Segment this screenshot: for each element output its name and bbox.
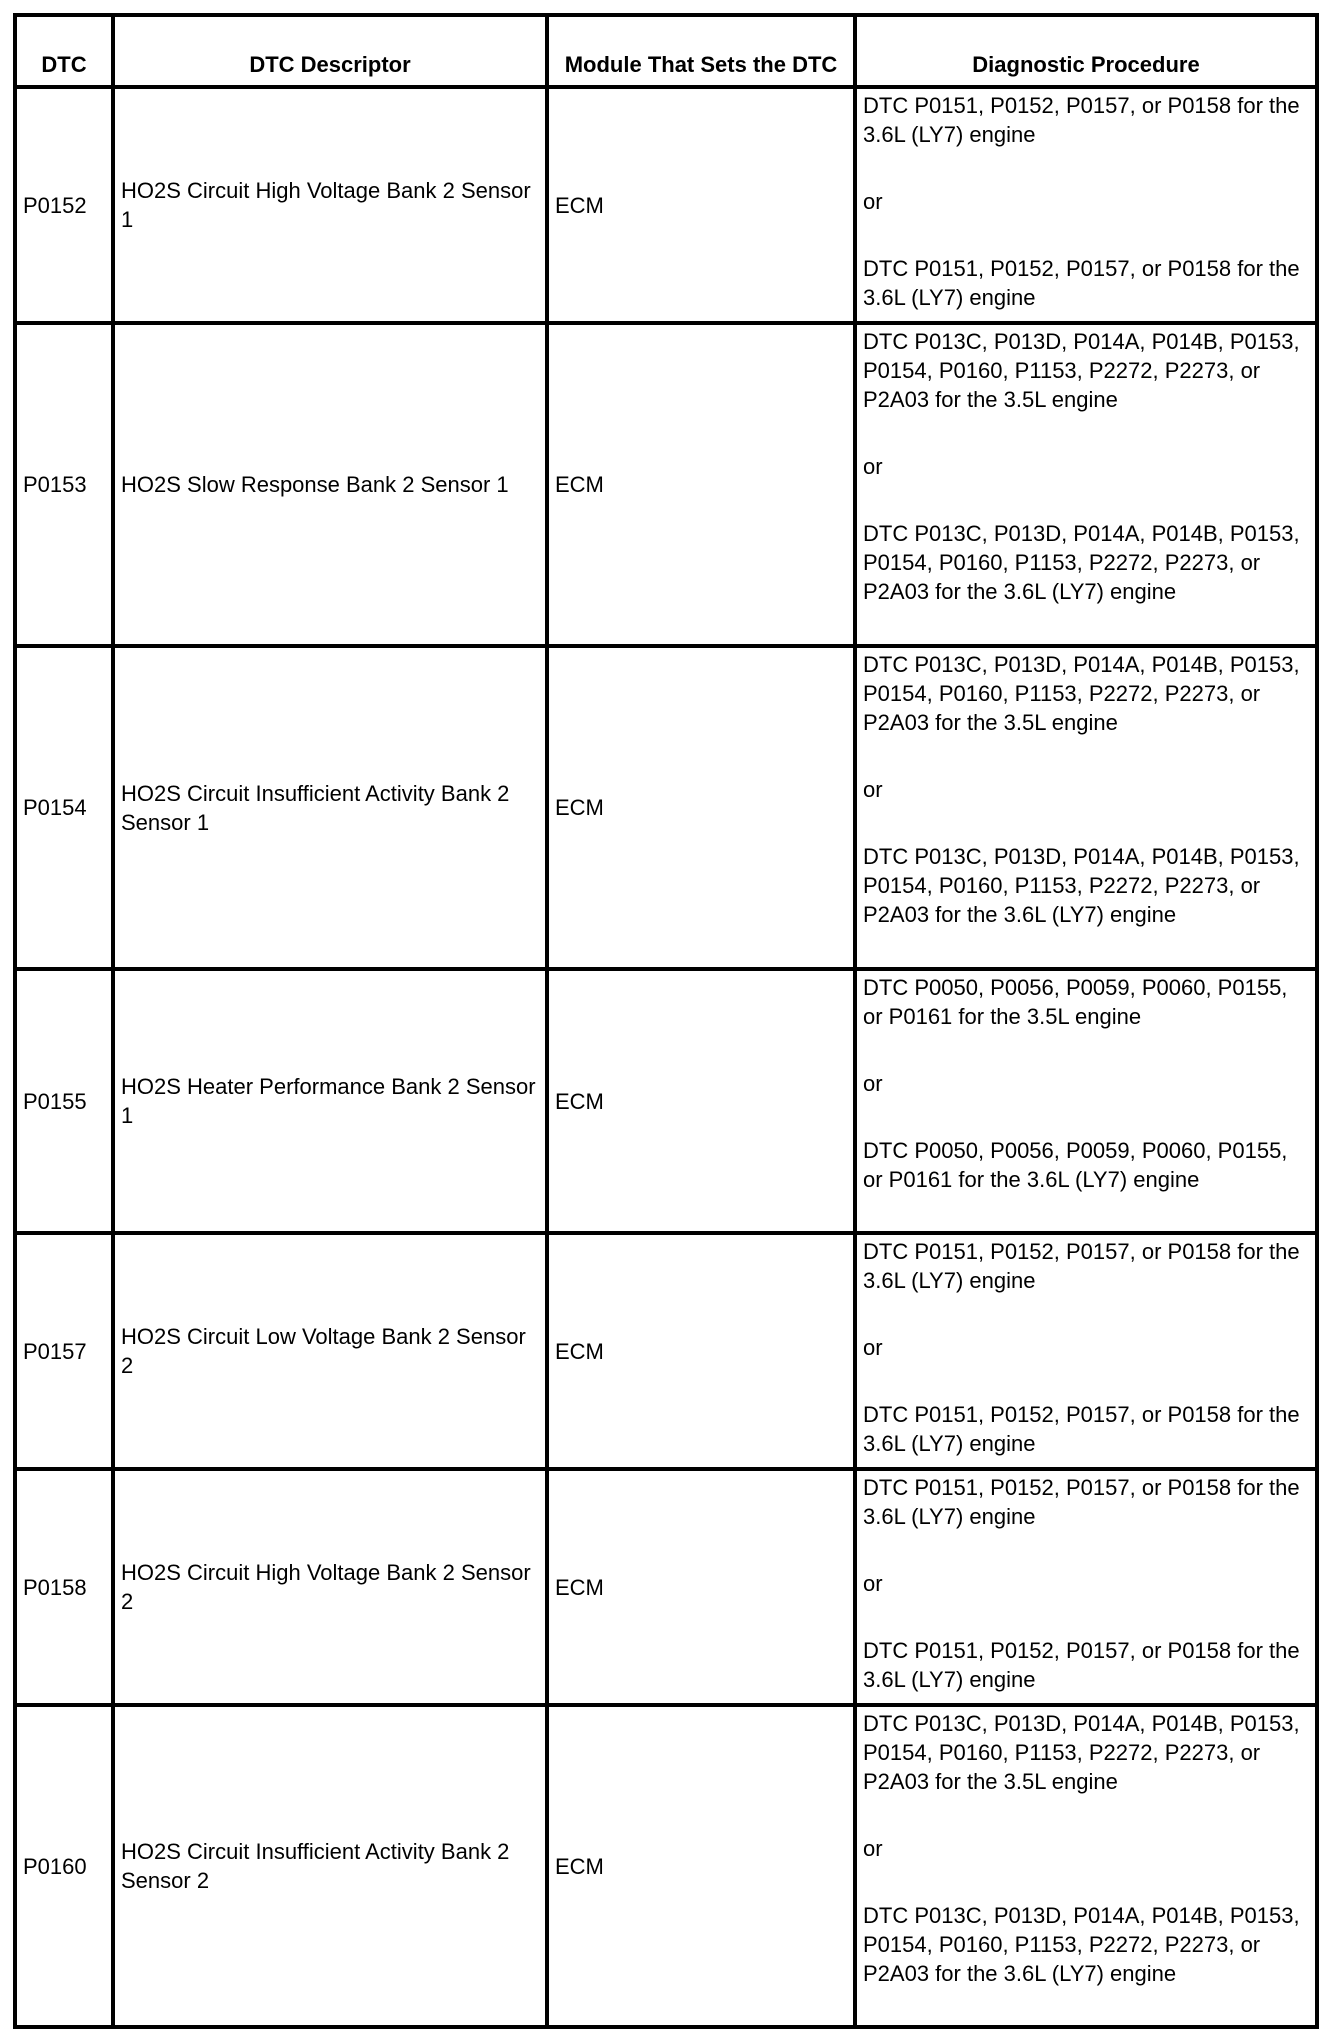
procedure-link-first[interactable]: DTC P013C, P013D, P014A, P014B, P0153, P0154, P0160, P1153, P2272, P2273, or P2A03 for the 3.5L engine bbox=[863, 329, 1300, 412]
module: ECM bbox=[547, 1469, 855, 1705]
dtc-descriptor: HO2S Heater Performance Bank 2 Sensor 1 bbox=[113, 969, 547, 1233]
dtc-descriptor: HO2S Circuit High Voltage Bank 2 Sensor 2 bbox=[113, 1469, 547, 1705]
table-row bbox=[15, 969, 1317, 1233]
module: ECM bbox=[547, 646, 855, 969]
dtc-descriptor: HO2S Slow Response Bank 2 Sensor 1 bbox=[113, 323, 547, 646]
procedure-or: or bbox=[863, 777, 883, 802]
dtc-descriptor: HO2S Circuit Insufficient Activity Bank 2 Sensor 2 bbox=[113, 1705, 547, 2027]
diagnostic-procedure bbox=[855, 87, 1317, 323]
table-row bbox=[15, 1233, 1317, 1469]
procedure-link-first[interactable]: DTC P013C, P013D, P014A, P014B, P0153, P0154, P0160, P1153, P2272, P2273, or P2A03 for the 3.5L engine bbox=[863, 1711, 1300, 1794]
dtc-descriptor: HO2S Circuit Insufficient Activity Bank 2 Sensor 1 bbox=[113, 646, 547, 969]
procedure-link-first[interactable]: DTC P0151, P0152, P0157, or P0158 for the 3.6L (LY7) engine bbox=[863, 1239, 1300, 1293]
dtc-code: P0152 bbox=[15, 87, 113, 323]
dtc-descriptor: HO2S Circuit Low Voltage Bank 2 Sensor 2 bbox=[113, 1233, 547, 1469]
procedure-or: or bbox=[863, 189, 883, 214]
module: ECM bbox=[547, 87, 855, 323]
header-dtc: DTC bbox=[15, 15, 113, 87]
header-diagnostic-procedure: Diagnostic Procedure bbox=[855, 15, 1317, 87]
table-row bbox=[15, 87, 1317, 323]
procedure-or: or bbox=[863, 454, 883, 479]
procedure-link-first[interactable]: DTC P0151, P0152, P0157, or P0158 for the 3.6L (LY7) engine bbox=[863, 1475, 1300, 1529]
procedure-link-second[interactable]: DTC P013C, P013D, P014A, P014B, P0153, P0154, P0160, P1153, P2272, P2273, or P2A03 for the 3.6L (LY7) engine bbox=[863, 521, 1300, 604]
dtc-code: P0157 bbox=[15, 1233, 113, 1469]
procedure-or: or bbox=[863, 1071, 883, 1096]
diagnostic-procedure bbox=[855, 1233, 1317, 1469]
header-dtc-descriptor: DTC Descriptor bbox=[113, 15, 547, 87]
diagnostic-procedure bbox=[855, 969, 1317, 1233]
procedure-link-second[interactable]: DTC P0050, P0056, P0059, P0060, P0155, or P0161 for the 3.6L (LY7) engine bbox=[863, 1138, 1288, 1192]
procedure-or: or bbox=[863, 1571, 883, 1596]
procedure-or: or bbox=[863, 1335, 883, 1360]
diagnostic-procedure bbox=[855, 1469, 1317, 1705]
procedure-or: or bbox=[863, 1836, 883, 1861]
procedure-link-second[interactable]: DTC P013C, P013D, P014A, P014B, P0153, P0154, P0160, P1153, P2272, P2273, or P2A03 for the 3.6L (LY7) engine bbox=[863, 844, 1300, 927]
dtc-descriptor: HO2S Circuit High Voltage Bank 2 Sensor 1 bbox=[113, 87, 547, 323]
procedure-link-second[interactable]: DTC P013C, P013D, P014A, P014B, P0153, P0154, P0160, P1153, P2272, P2273, or P2A03 for the 3.6L (LY7) engine bbox=[863, 1903, 1300, 1986]
table-header-row bbox=[15, 15, 1317, 87]
table-row bbox=[15, 323, 1317, 646]
diagnostic-procedure bbox=[855, 323, 1317, 646]
module: ECM bbox=[547, 323, 855, 646]
dtc-code: P0154 bbox=[15, 646, 113, 969]
table-row bbox=[15, 1469, 1317, 1705]
diagnostic-procedure bbox=[855, 1705, 1317, 2027]
dtc-code: P0155 bbox=[15, 969, 113, 1233]
procedure-link-second[interactable]: DTC P0151, P0152, P0157, or P0158 for the 3.6L (LY7) engine bbox=[863, 256, 1300, 310]
procedure-link-first[interactable]: DTC P0050, P0056, P0059, P0060, P0155, or P0161 for the 3.5L engine bbox=[863, 975, 1288, 1029]
module: ECM bbox=[547, 969, 855, 1233]
module: ECM bbox=[547, 1233, 855, 1469]
header-module: Module That Sets the DTC bbox=[547, 15, 855, 87]
procedure-link-second[interactable]: DTC P0151, P0152, P0157, or P0158 for the 3.6L (LY7) engine bbox=[863, 1402, 1300, 1456]
dtc-code: P0160 bbox=[15, 1705, 113, 2027]
dtc-table bbox=[13, 13, 1319, 2029]
diagnostic-procedure bbox=[855, 646, 1317, 969]
procedure-link-first[interactable]: DTC P0151, P0152, P0157, or P0158 for the 3.6L (LY7) engine bbox=[863, 93, 1300, 147]
procedure-link-first[interactable]: DTC P013C, P013D, P014A, P014B, P0153, P0154, P0160, P1153, P2272, P2273, or P2A03 for the 3.5L engine bbox=[863, 652, 1300, 735]
dtc-code: P0153 bbox=[15, 323, 113, 646]
table-row bbox=[15, 1705, 1317, 2027]
table-row bbox=[15, 646, 1317, 969]
module: ECM bbox=[547, 1705, 855, 2027]
dtc-code: P0158 bbox=[15, 1469, 113, 1705]
procedure-link-second[interactable]: DTC P0151, P0152, P0157, or P0158 for the 3.6L (LY7) engine bbox=[863, 1638, 1300, 1692]
